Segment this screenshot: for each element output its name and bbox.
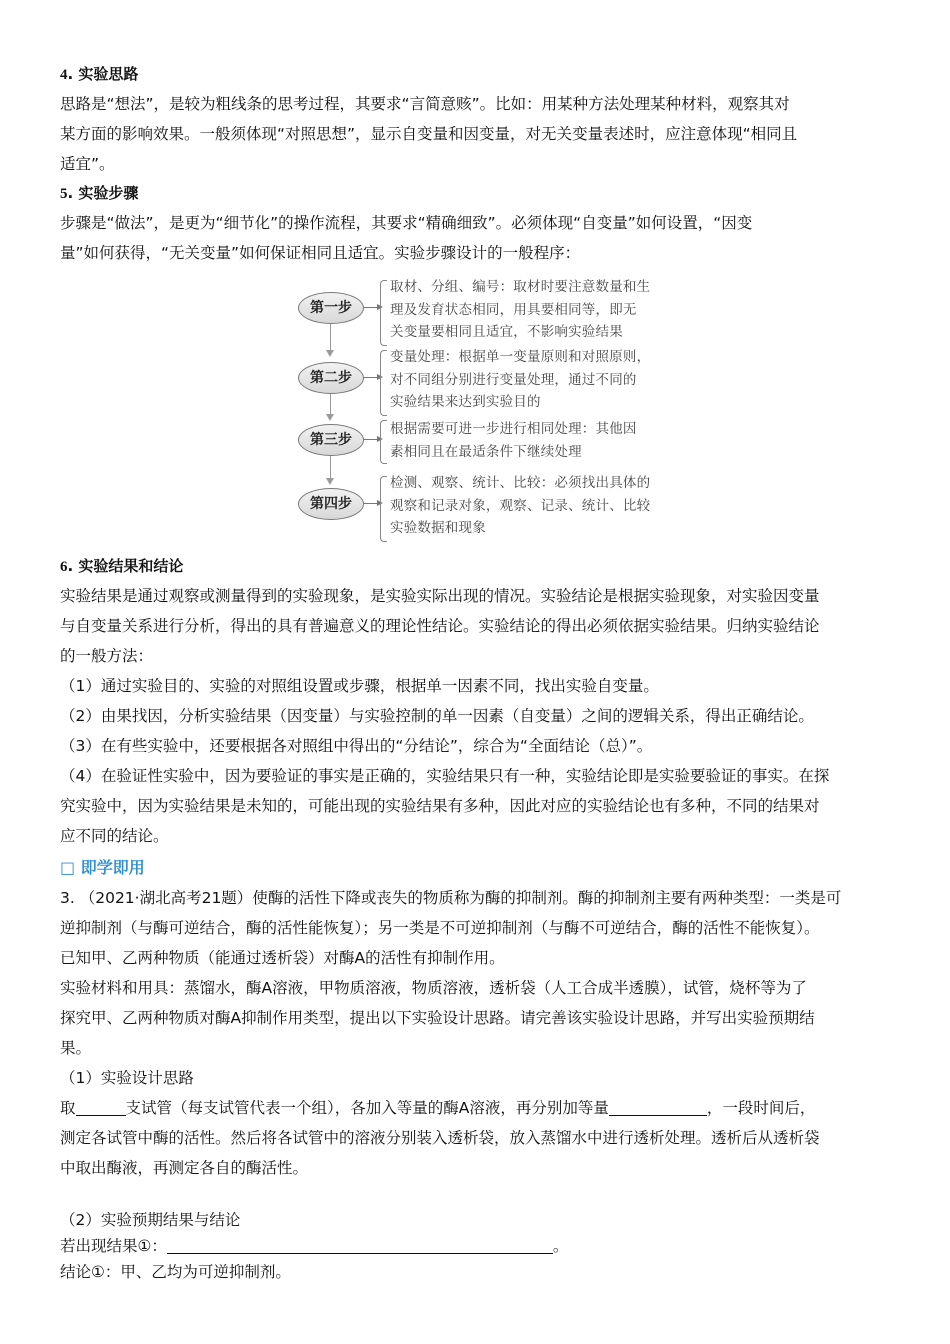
answer-blank-3[interactable] xyxy=(167,1235,553,1254)
connector-line xyxy=(330,394,331,416)
section-5-heading: 5. 实验步骤 xyxy=(60,184,139,202)
arrow-down-icon xyxy=(326,478,334,485)
text-line: 某方面的影响效果。一般须体现“对照思想”，显示自变量和因变量，对无关变量表述时，应注意体现“相同且 xyxy=(60,125,798,143)
step-1-description: 取材、分组、编号：取材时要注意数量和生 理及发育状态相同，用具要相同等，即无 关变量要相同且适宜，不影响实验结果 xyxy=(390,279,651,340)
section-6-body xyxy=(60,581,888,851)
text-line: 究实验中，因为实验结果是未知的，可能出现的实验结果有多种，因此对应的实验结论也有多种，不同的结果对 xyxy=(60,797,820,815)
step-4-ellipse: 第四步 xyxy=(298,488,364,520)
step-3-ellipse: 第三步 xyxy=(298,424,364,456)
fill-in-line: 取 支试管（每支试管代表一个组），各加入等量的酶A溶液，再分别加等量 ，一段时间后， xyxy=(60,1099,816,1117)
list-item: （1）通过实验目的、实验的对照组设置或步骤，根据单一因素不同，找出实验自变量。 xyxy=(60,677,659,695)
arrow-down-icon xyxy=(326,350,334,357)
document-page xyxy=(60,60,888,1285)
section-6-heading: 6. 实验结果和结论 xyxy=(60,557,184,575)
section-4-heading: 4. 实验思路 xyxy=(60,65,139,83)
text-line: 应不同的结论。 xyxy=(60,827,169,845)
text-line: 量”如何获得，“无关变量”如何保证相同且适宜。实验步骤设计的一般程序： xyxy=(60,244,581,262)
list-item: （4）在验证性实验中，因为要验证的事实是正确的，实验结果只有一种，实验结论即是实验要验证的事实。在探 xyxy=(60,767,830,785)
brace-icon xyxy=(380,476,387,542)
step-3-description: 根据需要可进一步进行相同处理：其他因 素相同且在最适条件下继续处理 xyxy=(390,421,637,460)
text-line: 已知甲、乙两种物质（能通过透析袋）对酶A的活性有抑制作用。 xyxy=(60,949,505,967)
result-line: 若出现结果①： 。 xyxy=(60,1237,569,1255)
arrow-right-icon xyxy=(364,377,378,378)
sub-question-2: （2）实验预期结果与结论 xyxy=(60,1211,241,1229)
practice-heading: □ 即学即用 xyxy=(60,858,145,877)
text-line: 适宜”。 xyxy=(60,155,115,173)
step-1-ellipse: 第一步 xyxy=(298,292,364,324)
arrow-right-icon xyxy=(364,503,378,504)
brace-icon xyxy=(380,420,387,464)
connector-line xyxy=(330,456,331,480)
procedure-flow-diagram xyxy=(60,274,888,546)
section-5-body xyxy=(60,208,888,268)
text-line: 步骤是“做法”，是更为“细节化”的操作流程，其要求“精确细致”。必须体现“自变量”如何设置，“因变 xyxy=(60,214,753,232)
step-2-description: 变量处理：根据单一变量原则和对照原则， 对不同组分别进行变量处理，通过不同的 实验结果来达到实验目的 xyxy=(390,349,651,410)
conclusion-line: 结论①：甲、乙均为可逆抑制剂。 xyxy=(60,1263,291,1281)
text-line: 逆抑制剂（与酶可逆结合，酶的活性能恢复）；另一类是不可逆抑制剂（与酶不可逆结合，酶的活性不能恢复）。 xyxy=(60,919,820,937)
connector-line xyxy=(330,324,331,352)
text-line: 测定各试管中酶的活性。然后将各试管中的溶液分别装入透析袋，放入蒸馏水中进行透析处理。透析后从透析袋 xyxy=(60,1129,820,1147)
brace-icon xyxy=(380,350,387,416)
text-line: 果。 xyxy=(60,1039,92,1057)
sub-question-1: （1）实验设计思路 xyxy=(60,1069,194,1087)
text-line: 3. （2021·湖北高考21题）使酶的活性下降或丧失的物质称为酶的抑制剂。酶的抑制剂主要有两种类型：一类是可 xyxy=(60,889,842,907)
list-item: （2）由果找因，分析实验结果（因变量）与实验控制的单一因素（自变量）之间的逻辑关系，得出正确结论。 xyxy=(60,707,814,725)
text-line: 思路是“想法”，是较为粗线条的思考过程，其要求“言简意赅”。比如：用某种方法处理某种材料，观察其对 xyxy=(60,95,790,113)
question-3 xyxy=(60,883,888,1285)
text-line: 的一般方法： xyxy=(60,647,154,665)
text-line: 与自变量关系进行分析，得出的具有普遍意义的理论性结论。实验结论的得出必须依据实验结果。归纳实验结论 xyxy=(60,617,820,635)
answer-blank-1[interactable] xyxy=(76,1097,126,1116)
step-2-ellipse: 第二步 xyxy=(298,362,364,394)
text-line: 实验材料和用具：蒸馏水，酶A溶液，甲物质溶液，物质溶液，透析袋（人工合成半透膜），试管，烧杯等为了 xyxy=(60,979,807,997)
text-line: 探究甲、乙两种物质对酶A抑制作用类型，提出以下实验设计思路。请完善该实验设计思路，并写出实验预期结 xyxy=(60,1009,815,1027)
step-4-description: 检测、观察、统计、比较：必须找出具体的 观察和记录对象，观察、记录、统计、比较 实验数据和现象 xyxy=(390,475,651,536)
list-item: （3）在有些实验中，还要根据各对照组中得出的“分结论”，综合为“全面结论（总）”。 xyxy=(60,737,653,755)
arrow-right-icon xyxy=(364,439,378,440)
arrow-down-icon xyxy=(326,414,334,421)
text-line: 中取出酶液，再测定各自的酶活性。 xyxy=(60,1159,309,1177)
text-line: 实验结果是通过观察或测量得到的实验现象，是实验实际出现的情况。实验结论是根据实验现象，对实验因变量 xyxy=(60,587,820,605)
answer-blank-2[interactable] xyxy=(609,1097,707,1116)
arrow-right-icon xyxy=(364,307,378,308)
brace-icon xyxy=(380,280,387,346)
section-4-body xyxy=(60,89,888,179)
